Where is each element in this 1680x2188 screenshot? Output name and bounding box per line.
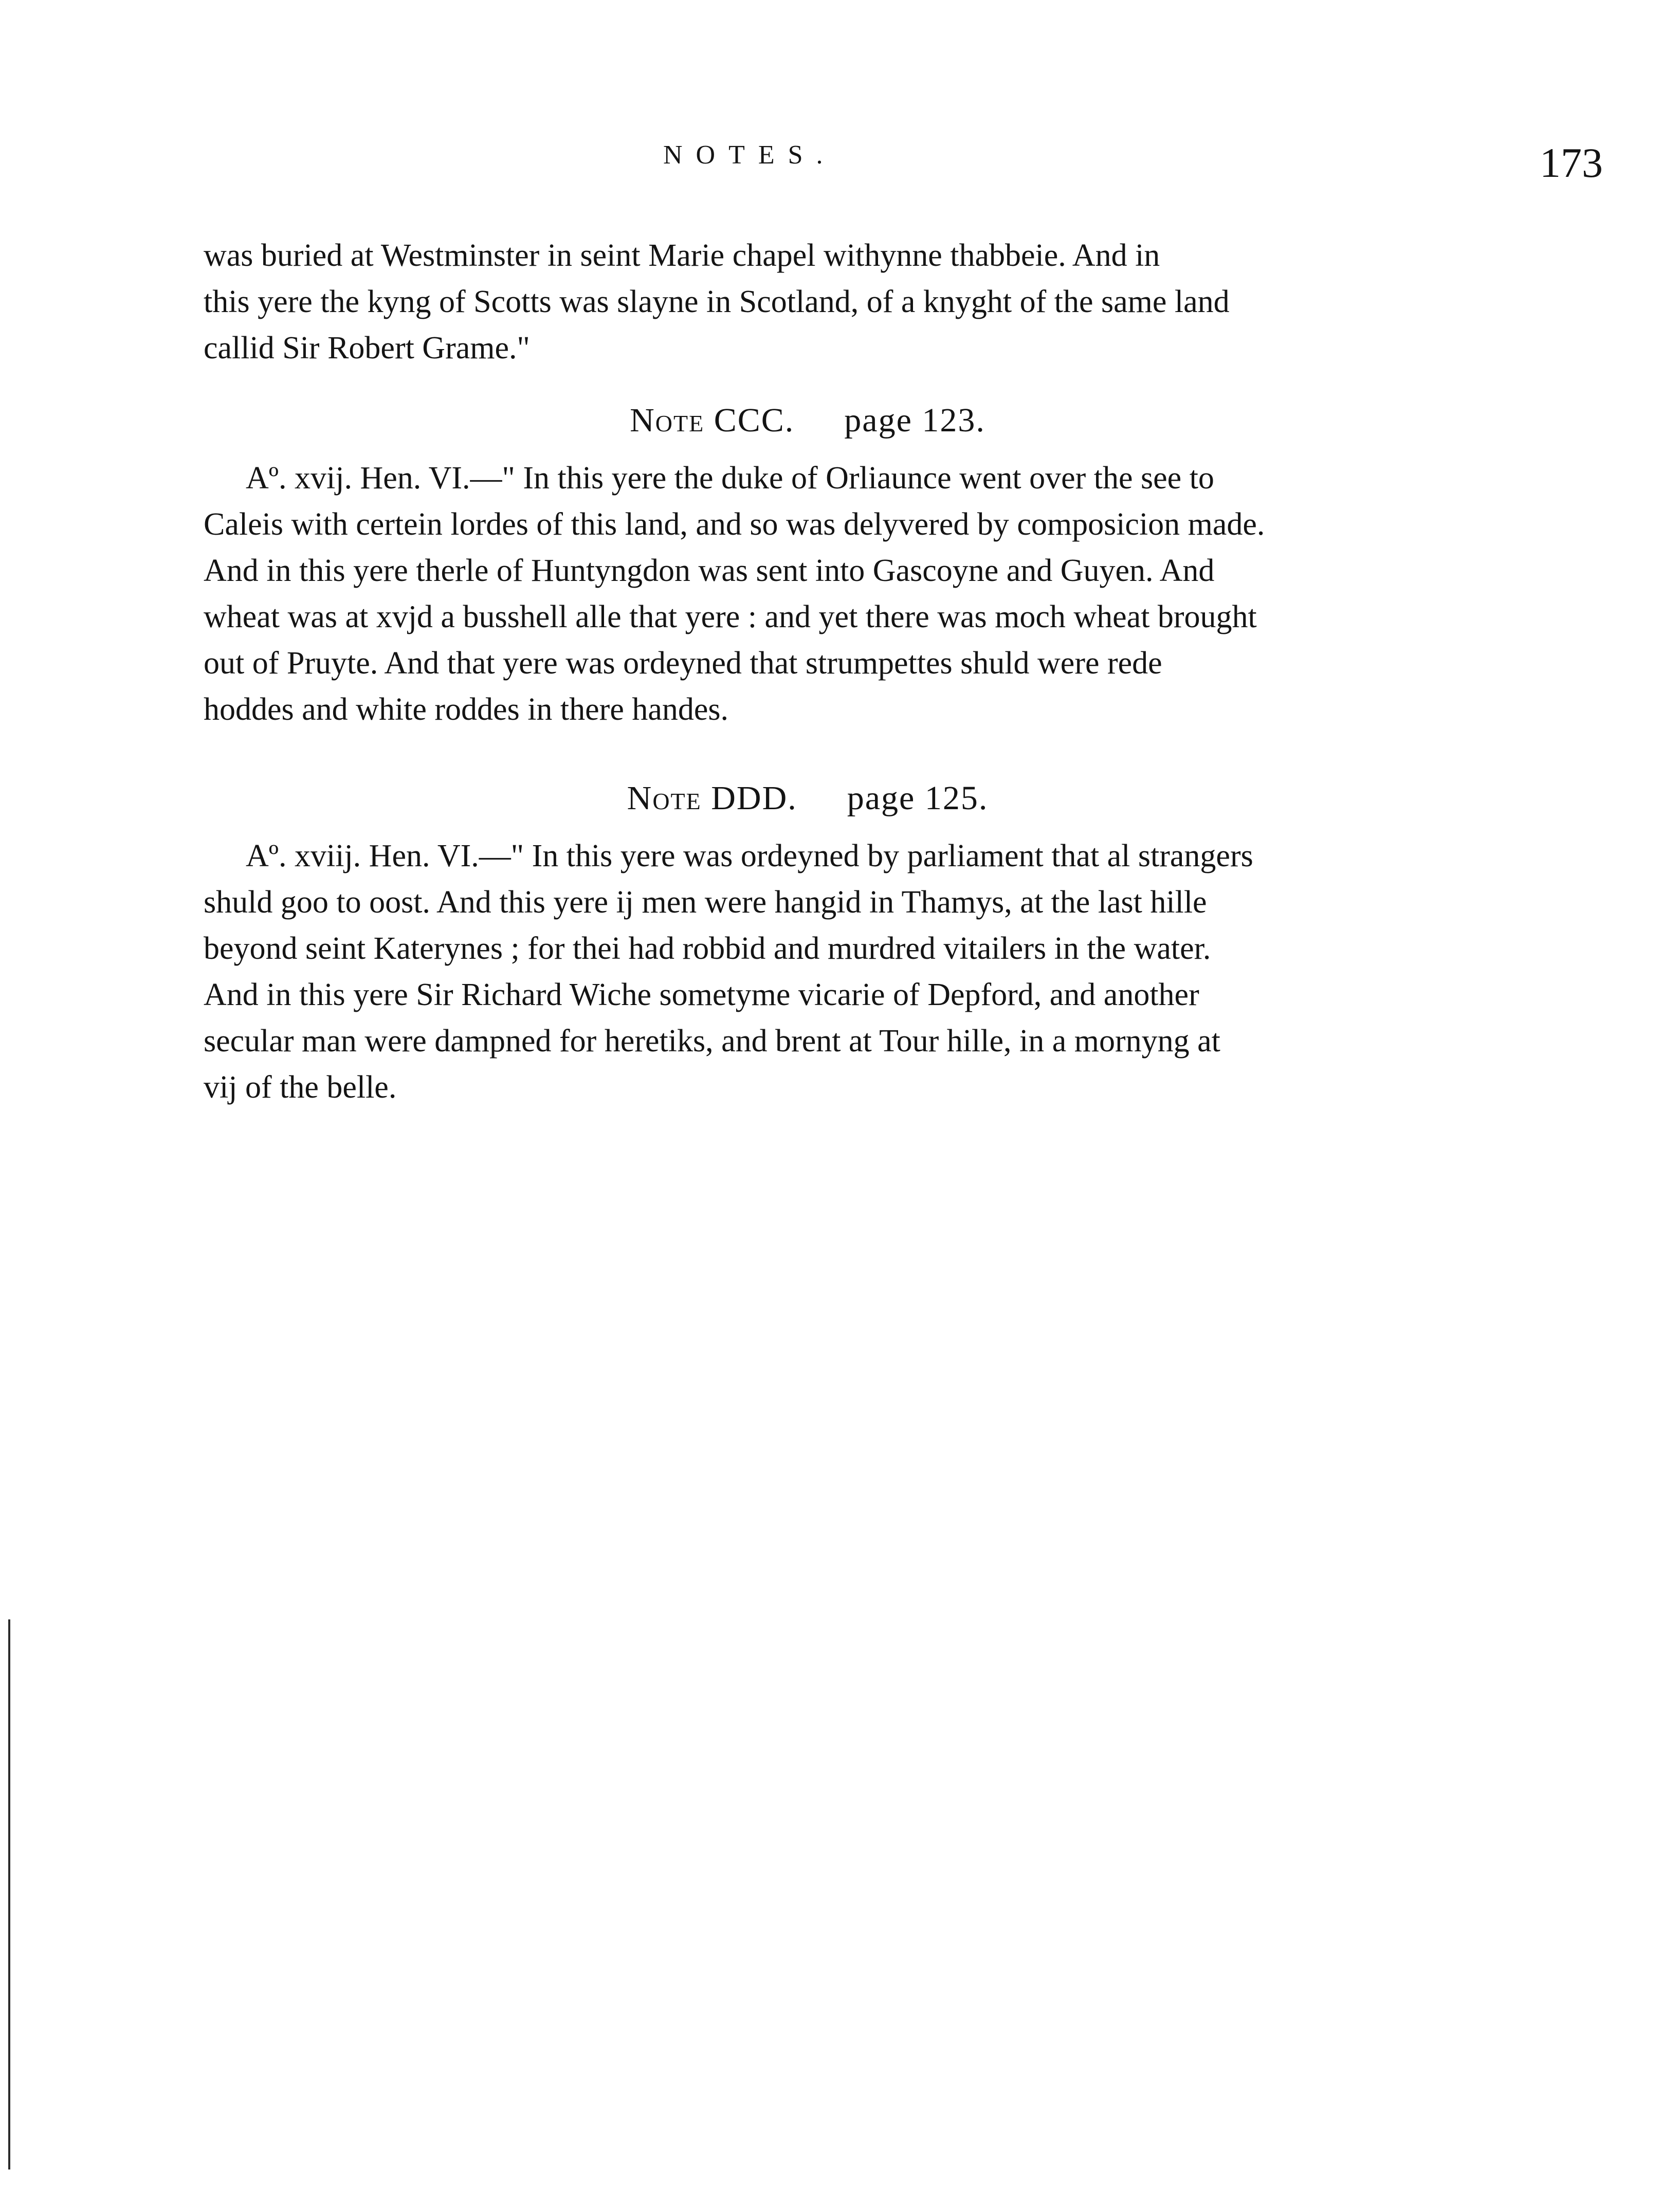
note-ddd-paragraph bbox=[204, 833, 1412, 1110]
page-number: 173 bbox=[1540, 139, 1603, 186]
text-line: Caleis with certein lordes of this land, and so was delyvered by composicion made. bbox=[204, 507, 1265, 542]
text-line: Aº. xvij. Hen. VI.—" In this yere the duke of Orliaunce went over the see to bbox=[246, 461, 1214, 496]
note-label: Note bbox=[627, 779, 702, 817]
note-label: Note bbox=[630, 402, 705, 439]
page-edge-line bbox=[8, 1619, 10, 2169]
note-ccc-paragraph bbox=[204, 455, 1412, 733]
text-line: out of Pruyte. And that yere was ordeyned that strumpettes shuld were rede bbox=[204, 646, 1162, 681]
text-line: vij of the belle. bbox=[204, 1070, 397, 1105]
note-id: CCC. bbox=[714, 402, 795, 439]
running-head: NOTES. bbox=[663, 140, 836, 170]
text-line: Aº. xviij. Hen. VI.—" In this yere was ordeyned by parliament that al strangers bbox=[246, 838, 1253, 873]
text-line: secular man were dampned for heretiks, and brent at Tour hille, in a mornyng at bbox=[204, 1024, 1220, 1059]
text-line: And in this yere therle of Huntyngdon was sent into Gascoyne and Guyen. And bbox=[204, 553, 1215, 588]
text-line: callid Sir Robert Grame." bbox=[204, 331, 530, 366]
note-heading-ccc bbox=[204, 401, 1412, 440]
intro-paragraph bbox=[204, 232, 1412, 371]
note-page-ref: page 125. bbox=[847, 779, 989, 817]
text-line: And in this yere Sir Richard Wiche sometyme vicarie of Depford, and another bbox=[204, 977, 1199, 1012]
text-line: wheat was at xvjd a busshell alle that yere : and yet there was moch wheat brought bbox=[204, 599, 1257, 634]
text-line: shuld goo to oost. And this yere ij men were hangid in Thamys, at the last hille bbox=[204, 885, 1207, 920]
note-heading-ddd bbox=[204, 779, 1412, 818]
text-line: beyond seint Katerynes ; for thei had robbid and murdred vitailers in the water. bbox=[204, 931, 1211, 966]
note-page-ref: page 123. bbox=[844, 402, 985, 439]
text-line: this yere the kyng of Scotts was slayne in Scotland, of a knyght of the same land bbox=[204, 284, 1230, 319]
text-line: was buried at Westminster in seint Marie chapel withynne thabbeie. And in bbox=[204, 238, 1160, 273]
note-id: DDD. bbox=[711, 779, 797, 817]
text-line: hoddes and white roddes in there handes. bbox=[204, 692, 729, 727]
